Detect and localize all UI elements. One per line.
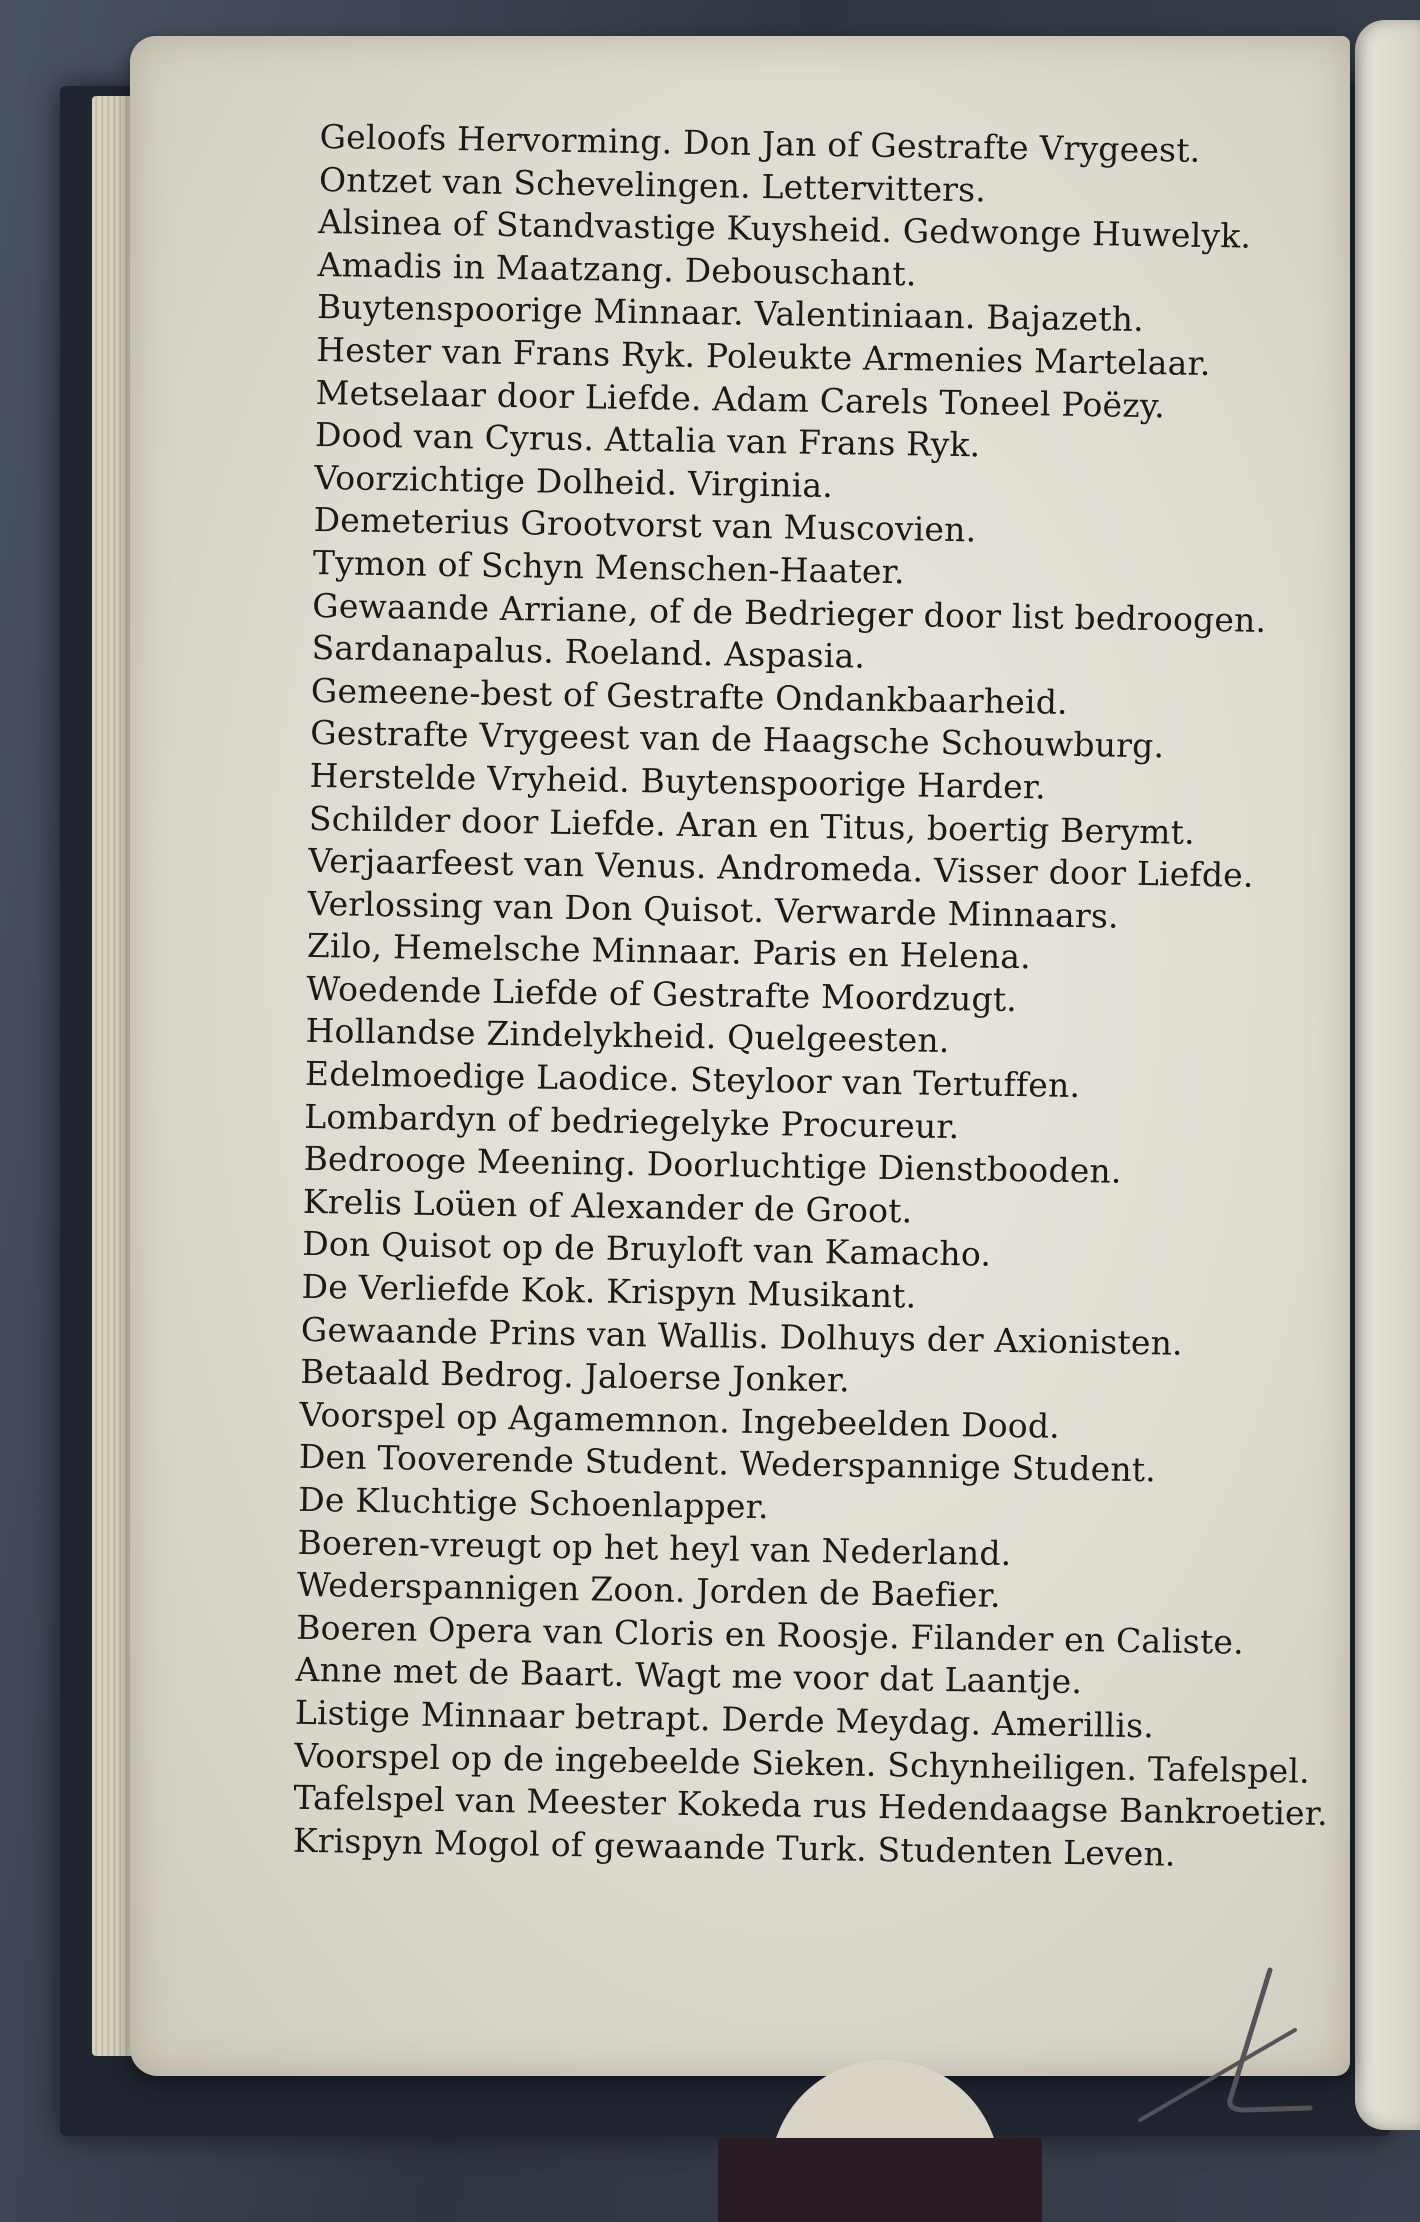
- list-item: Verjaarfeest van Venus. Andromeda. Visser door Liefde.: [307, 841, 1254, 895]
- list-item: Tafelspel van Meester Kokeda rus Hedendaagse Bankroetier.: [293, 1777, 1329, 1834]
- pencil-mark-icon: [1120, 1960, 1320, 2130]
- list-item: Betaald Bedrog. Jaloerse Jonker.: [299, 1352, 851, 1400]
- list-item: Geloofs Hervorming. Don Jan of Gestrafte Vrygeest.: [319, 116, 1201, 170]
- list-item: Alsinea of Standvastige Kuysheid. Gedwonge Huwelyk.: [318, 202, 1252, 256]
- list-item: Bedrooge Meening. Doorluchtige Dienstbooden.: [303, 1139, 1122, 1191]
- list-item: Woedende Liefde of Gestrafte Moordzugt.: [305, 968, 1018, 1019]
- list-item: Voorzichtige Dolheid. Virginia.: [314, 457, 834, 505]
- bookmark-tab: [718, 2138, 1042, 2222]
- list-item: Voorspel op Agamemnon. Ingebeelden Dood.: [299, 1394, 1061, 1446]
- list-item: De Kluchtige Schoenlapper.: [297, 1479, 770, 1527]
- list-item: Boeren Opera van Cloris en Roosje. Filander en Caliste.: [295, 1607, 1245, 1662]
- list-item: Krispyn Mogol of gewaande Turk. Studenten Leven.: [292, 1820, 1177, 1874]
- list-item: Krelis Loüen of Alexander de Groot.: [302, 1181, 913, 1231]
- list-item: Gestrafte Vrygeest van de Haagsche Schouwburg.: [310, 713, 1165, 766]
- list-item: Boeren-vreugt op het heyl van Nederland.: [297, 1522, 1012, 1573]
- list-item: Gewaande Prins van Wallis. Dolhuys der Axionisten.: [300, 1309, 1184, 1363]
- list-item: Gewaande Arriane, of de Bedrieger door list bedroogen.: [312, 585, 1267, 640]
- list-item: Anne met de Baart. Wagt me voor dat Laantje.: [295, 1650, 1083, 1702]
- list-item: Buytenspoorige Minnaar. Valentiniaan. Bajazeth.: [316, 287, 1145, 340]
- list-item: Verlossing van Don Quisot. Verwarde Minnaars.: [307, 883, 1120, 936]
- list-item: Demeterius Grootvorst van Muscovien.: [313, 500, 977, 550]
- list-item: Sardanapalus. Roeland. Aspasia.: [311, 628, 866, 676]
- list-item: Dood van Cyrus. Attalia van Frans Ryk.: [314, 415, 981, 465]
- list-item: Edelmoedige Laodice. Steyloor van Tertuffen.: [304, 1053, 1081, 1106]
- list-item: Herstelde Vryheid. Buytenspoorige Harder.: [309, 755, 1047, 807]
- list-item: Metselaar door Liefde. Adam Carels Toneel Poëzy.: [315, 372, 1166, 425]
- list-item: Hester van Frans Ryk. Poleukte Armenies Martelaar.: [316, 329, 1211, 383]
- list-item: Den Tooverende Student. Wederspannige Student.: [298, 1437, 1157, 1490]
- list-item: Amadis in Maatzang. Debouschant.: [317, 244, 917, 294]
- list-item: Zilo, Hemelsche Minnaar. Paris en Helena.: [306, 926, 1032, 977]
- facing-page-edge: [1355, 20, 1420, 2130]
- list-item: Schilder door Liefde. Aran en Titus, boertig Berymt.: [308, 798, 1196, 852]
- list-item: Voorspel op de ingebeelde Sieken. Schynheiligen. Tafelspel.: [293, 1735, 1311, 1791]
- list-item: Listige Minnaar betrapt. Derde Meydag. Amerillis.: [294, 1692, 1155, 1746]
- play-title-list: [292, 116, 1329, 1878]
- list-item: Hollandse Zindelykheid. Quelgeesten.: [305, 1011, 950, 1061]
- list-item: Gemeene-best of Gestrafte Ondankbaarheid.: [310, 670, 1069, 722]
- list-item: Ontzet van Schevelingen. Lettervitters.: [318, 159, 987, 210]
- list-item: De Verliefde Kok. Krispyn Musikant.: [301, 1266, 917, 1316]
- list-item: Wederspannigen Zoon. Jorden de Baefier.: [296, 1565, 1002, 1616]
- list-item: Don Quisot op de Bruyloft van Kamacho.: [301, 1224, 992, 1275]
- list-item: Tymon of Schyn Menschen-Haater.: [312, 542, 906, 592]
- list-item: Lombardyn of bedriegelyke Procureur.: [303, 1096, 960, 1146]
